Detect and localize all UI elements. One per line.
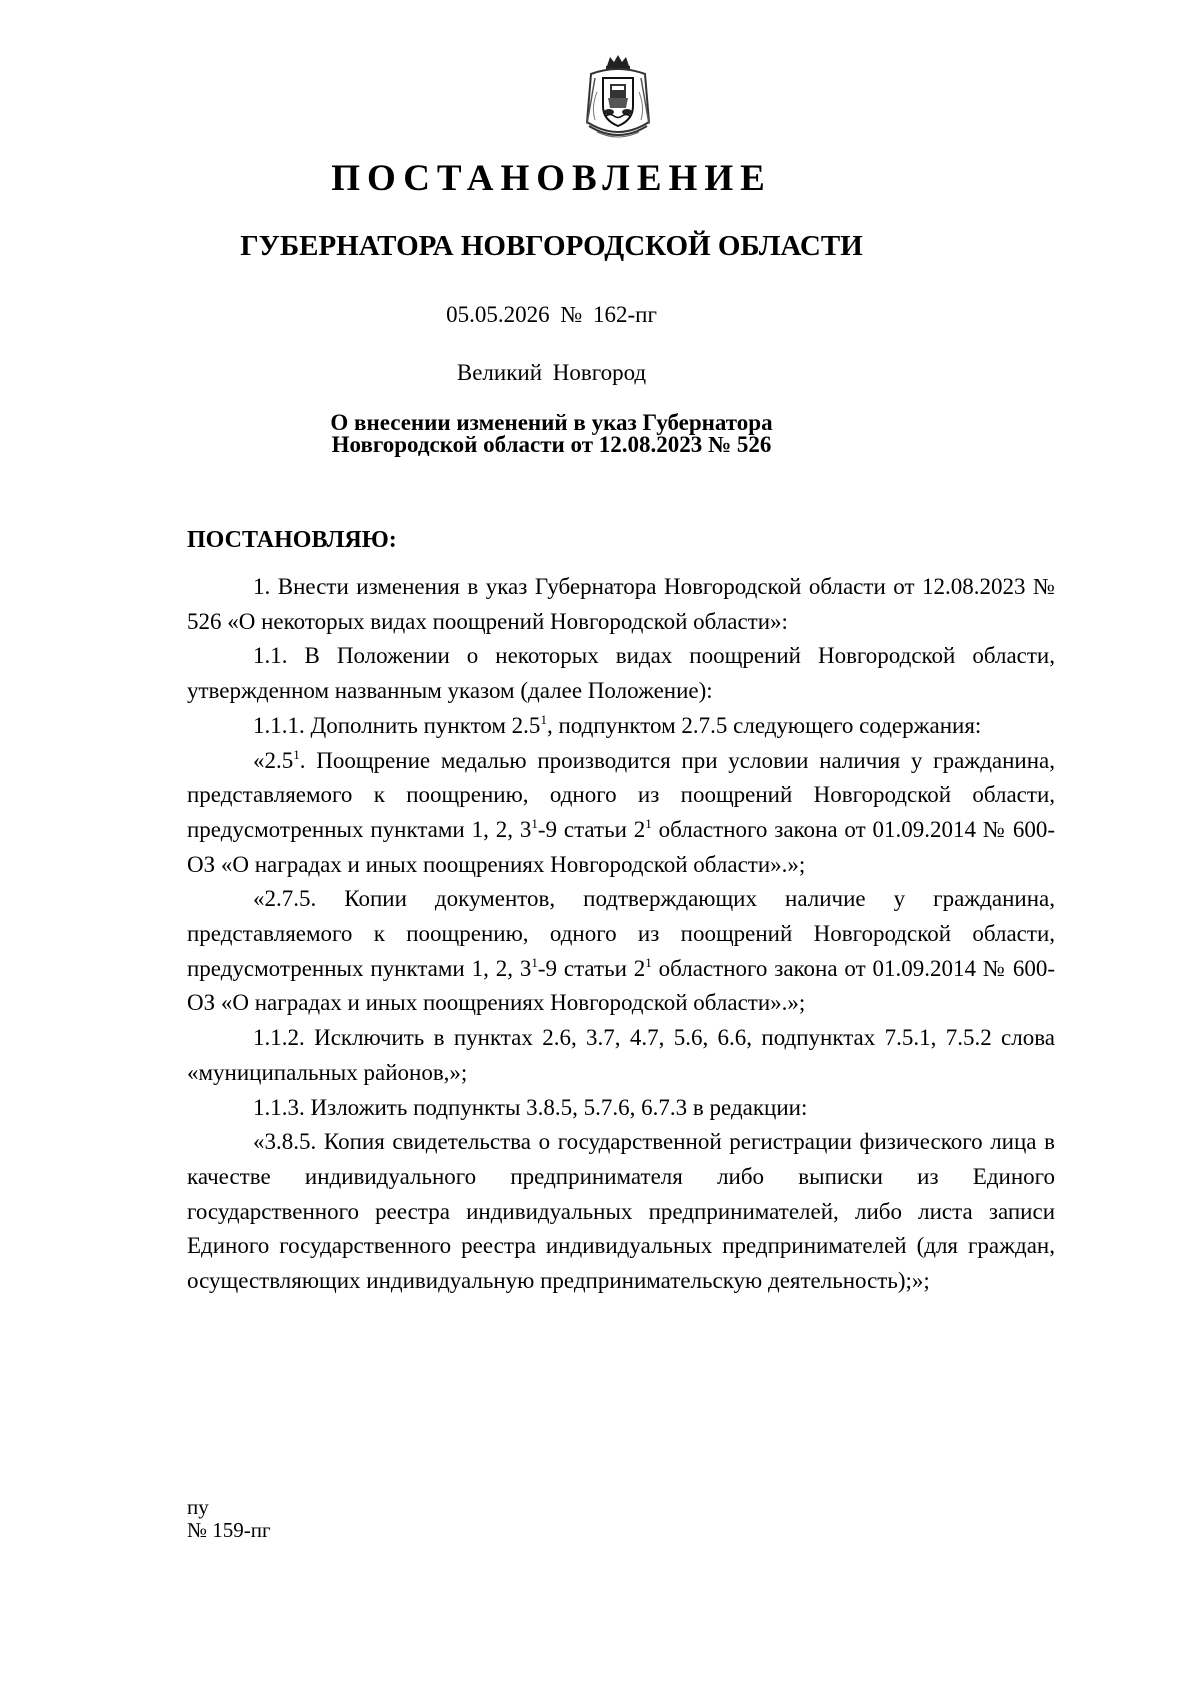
document-body: [187, 570, 1055, 1299]
issuer-subtitle: ГУБЕРНАТОРА НОВГОРОДСКОЙ ОБЛАСТИ: [240, 230, 863, 262]
paragraph-1-1: 1.1. В Положении о некоторых видах поощрений Новгородской области, утвержденном названным указом (далее Положение):: [187, 643, 1055, 704]
paragraph-3-8-5: «3.8.5. Копия свидетельства о государственной регистрации физического лица в качестве индивидуального предпринимателя либо выписки из Единого государственного реестра индивидуальных предпринимателей, либо листа записи Единого государственного реестра индивидуальных предпринимателей (для граждан, осуществляющих индивидуальную предпринимательскую деятельность);»;: [187, 1129, 1055, 1294]
coat-of-arms-emblem: [577, 52, 659, 144]
number-sign: №: [560, 302, 583, 327]
document-number: 162-пг: [593, 302, 657, 327]
heading-line-1: О внесении изменений в указ Губернатора: [330, 410, 773, 435]
document-date: 05.05.2026: [446, 302, 550, 327]
paragraph-1: 1. Внести изменения в указ Губернатора Новгородской области от 12.08.2023 № 526 «О некоторых видах поощрений Новгородской области»:: [187, 574, 1055, 634]
document-title: ПОСТАНОВЛЕНИЕ: [331, 158, 772, 199]
paragraph-2-7-5: «2.7.5. Копии документов, подтверждающих наличие у гражданина, представляемого к поощрению, одного из поощрений Новгородской области, предусмотренных пунктами 1, 2, $3^1-9$ статьи $2^1$ областного закона от 01.09.2014 № 600-ОЗ «О наградах и иных поощрениях Новгородской области».»;: [187, 886, 1055, 1016]
paragraph-1-1-2: 1.1.2. Исключить в пунктах 2.6, 3.7, 4.7, 5.6, 6.6, подпунктах 7.5.1, 7.5.2 слова «муниципальных районов,»;: [187, 1025, 1055, 1085]
footer-initials: пу: [187, 1495, 209, 1519]
footer-number: № 159-пг: [187, 1518, 271, 1542]
date-number-line: [0, 302, 1103, 328]
document-heading: [0, 412, 1103, 456]
paragraph-1-1-3: 1.1.3. Изложить подпункты 3.8.5, 5.7.6, 6.7.3 в редакции:: [253, 1094, 808, 1120]
paragraph-2-5-1: «$2.5^1$. Поощрение медалью производится при условии наличия у гражданина, представляемого к поощрению, одного из поощрений Новгородской области, предусмотренных пунктами 1, 2, $3^1-9$ статьи $2^1$ областного закона от 01.09.2014 № 600-ОЗ «О наградах и иных поощрениях Новгородской области».»;: [187, 746, 1055, 877]
decree-word: ПОСТАНОВЛЯЮ:: [187, 527, 397, 553]
footer-reference: [187, 1496, 271, 1542]
paragraph-1-1-1: 1.1.1. Дополнить пунктом $2.5^1$, подпунктом 2.7.5 следующего содержания:: [253, 711, 982, 738]
city-name: Великий Новгород: [456, 360, 647, 385]
heading-line-2: Новгородской области от 12.08.2023 № 526: [331, 432, 772, 457]
